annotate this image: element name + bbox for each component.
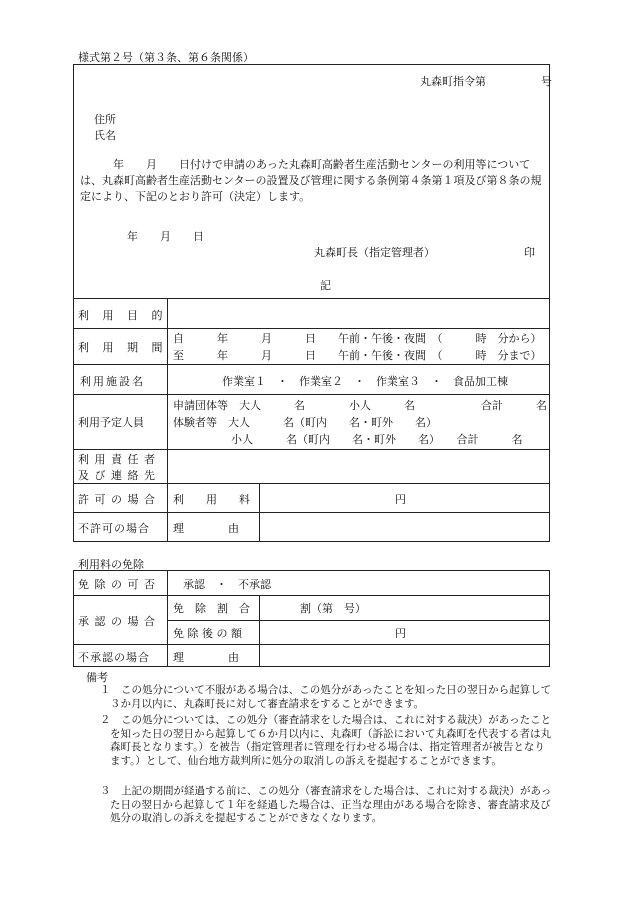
form-heading: 様式第２号（第３条、第６条関係） <box>78 51 254 64</box>
facility-label: 利用施設名 <box>80 375 145 388</box>
row-divider <box>73 512 550 513</box>
column-divider <box>167 570 168 667</box>
row-divider <box>73 394 550 395</box>
row-divider <box>73 644 550 645</box>
people-line-1: 申請団体等 大人 名 小人 名 合計 名 <box>173 399 547 412</box>
name-label: 氏名 <box>94 129 116 142</box>
after-amount-label: 免 除 後 の 額 <box>173 627 242 640</box>
address-label: 住所 <box>94 113 116 126</box>
row-divider <box>73 595 550 596</box>
people-line-3: 小人 名（町内 名・町外 名） 合計 名 <box>231 433 523 446</box>
seal-mark: 印 <box>524 246 535 259</box>
responsible-label-2: 及 び 連 絡 先 <box>78 469 156 482</box>
remark-item: ２ この処分については、この処分（審査請求をした場合は、これに対する裁決）があったことを知った日の翌日から起算して６か月以内に、丸森町（訴訟において丸森町を代表する者は丸森町長となります。）を被告（指定管理者に管理を行わせる場合は、指定管理者が被告となります。）として、仙台地方裁判所に処分の取消しの訴えを提起することができます。 <box>100 714 552 767</box>
column-divider <box>259 595 260 667</box>
permit-label: 許 可 の 場 合 <box>78 493 156 506</box>
column-divider <box>259 483 260 542</box>
fee-yen: 円 <box>395 493 406 506</box>
row-divider <box>73 364 550 365</box>
deny-reason-label: 理 由 <box>173 522 239 535</box>
date-line: 年 月 日 <box>127 230 204 243</box>
exemption-heading: 利用料の免除 <box>78 558 144 571</box>
approval-label: 免 除 の 可 否 <box>78 578 156 591</box>
rate-value: 割（第 号） <box>300 602 366 615</box>
row-divider <box>73 328 550 329</box>
people-label: 利用予定人員 <box>78 416 144 429</box>
remark-item: １ この処分について不服がある場合は、この処分があったことを知った日の翌日から起算して３か月以内に、丸森町長に対して審査請求をすることができます。 <box>100 684 552 710</box>
denied-reason-label: 理 由 <box>173 651 239 664</box>
designation-number: 丸森町指令第 号 <box>420 75 552 88</box>
issuer: 丸森町長（指定管理者） <box>314 246 435 259</box>
remarks-heading: 備考 <box>86 671 108 684</box>
deny-label: 不許可の場合 <box>78 522 150 535</box>
denied-case-label: 不承認の場合 <box>78 651 150 664</box>
row-divider <box>73 298 550 299</box>
intro-paragraph: 年 月 日付けで申請のあった丸森町高齢者生産活動センターの利用等については、丸森町高齢者生産活動センターの設置及び管理に関する条例第４条第１項及び第８条の規定により、下記のとおり許可（決定）します。 <box>80 158 542 203</box>
fee-label: 利 用 料 <box>173 493 250 506</box>
people-line-2: 体験者等 大人 名（町内 名・町外 名） <box>173 416 437 429</box>
responsible-label-1: 利 用 責 任 者 <box>78 453 156 466</box>
purpose-label: 利 用 目 的 <box>78 309 168 322</box>
period-to: 至 年 月 日 午前・午後・夜間 （ 時 分まで） <box>173 349 542 362</box>
ki-label: 記 <box>320 279 331 292</box>
rate-label: 免 除 割 合 <box>173 602 250 615</box>
facility-options: 作業室１ ・ 作業室２ ・ 作業室３ ・ 食品加工棟 <box>222 375 508 388</box>
period-from: 自 年 月 日 午前・午後・夜間 （ 時 分から） <box>173 332 542 345</box>
row-divider <box>73 483 550 484</box>
after-amount-yen: 円 <box>395 627 406 640</box>
row-divider <box>73 449 550 450</box>
remark-item: ３ 上記の期間が経過する前に、この処分（審査請求をした場合は、これに対する裁決）があった日の翌日から起算して１年を経過した場合は、正当な理由がある場合を除き、審査請求及び処分の取消しの訴えを提起することができなくなります。 <box>100 785 552 824</box>
column-divider <box>167 298 168 542</box>
period-label: 利 用 期 間 <box>78 341 168 354</box>
approved-case-label: 承 認 の 場 合 <box>78 615 156 628</box>
approval-value: 承認 ・ 不承認 <box>183 578 271 591</box>
row-divider <box>167 620 550 621</box>
